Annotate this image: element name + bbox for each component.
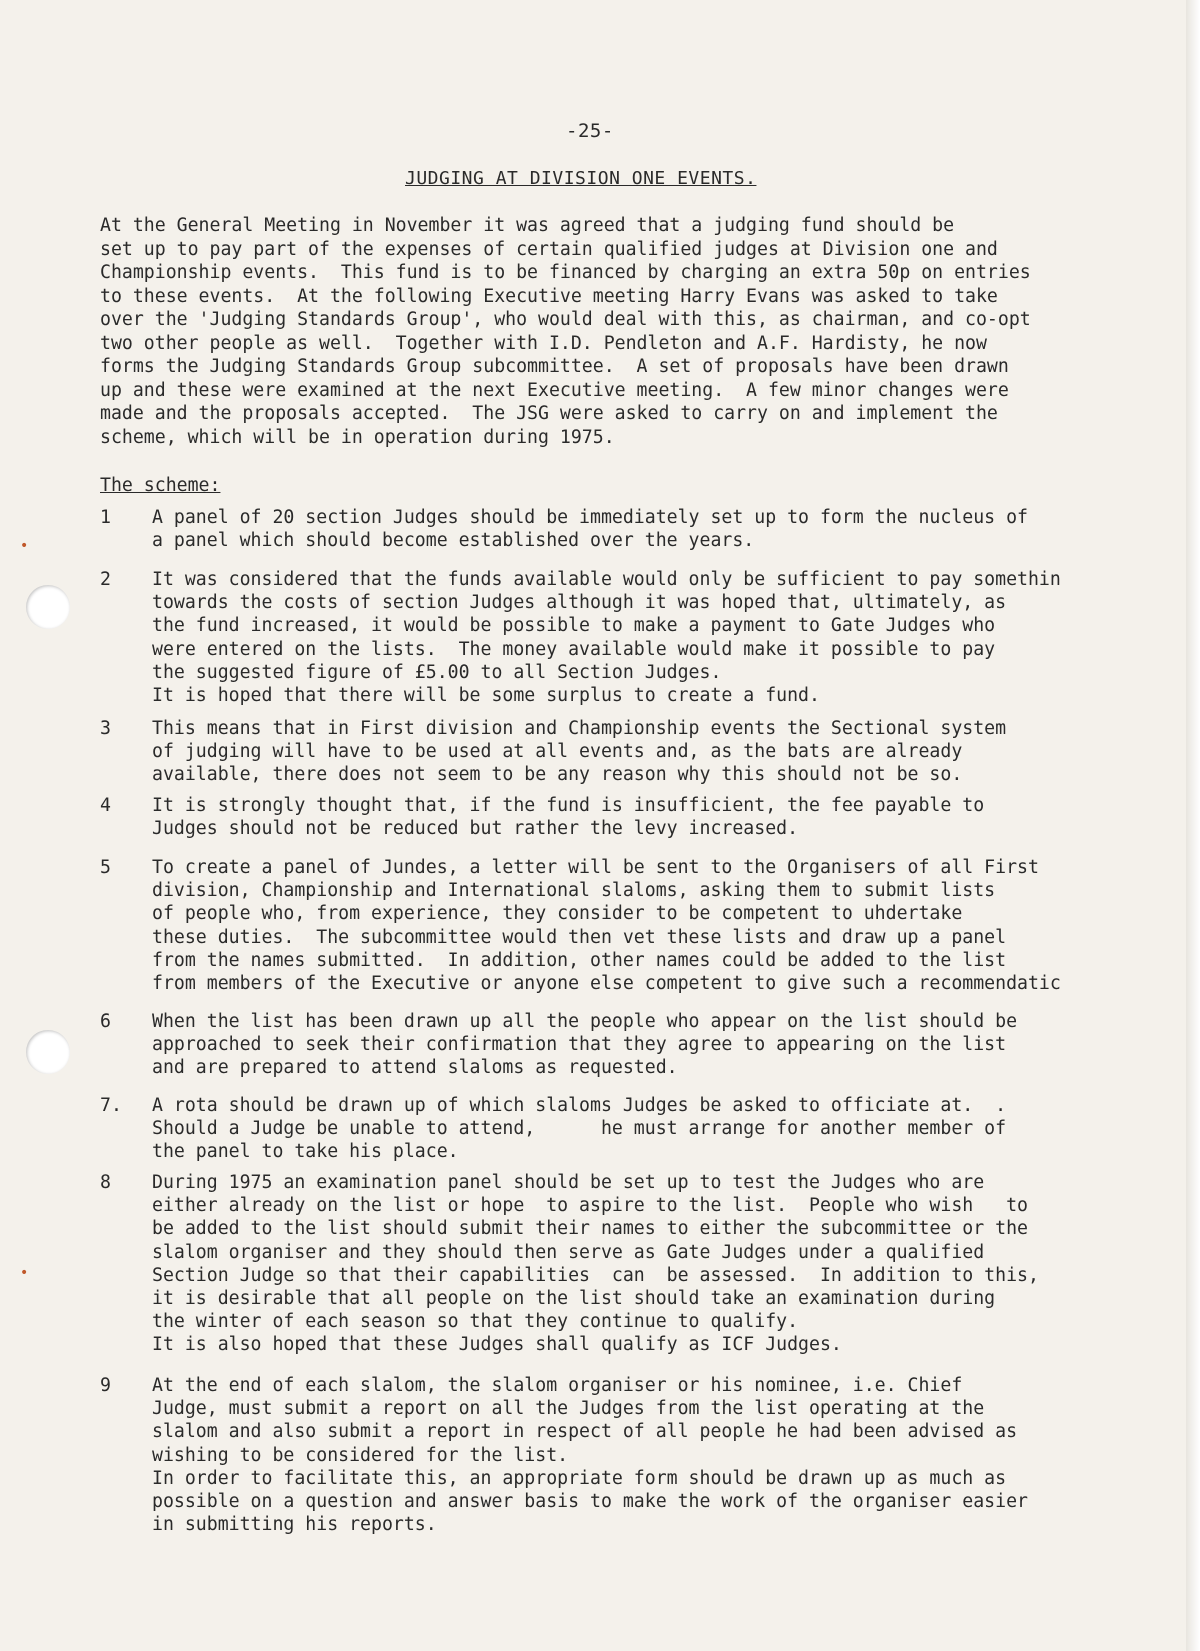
- punch-hole-bottom: [26, 1030, 70, 1074]
- item-text: It was considered that the funds available would only be sufficient to pay somethin towards the costs of section Judges although it was hoped that, ultimately, as the fund increased, it would be possible to make a payment to Gate Judges who were entered on the lists. The money available would make it possible to pay the suggested figure of £5.00 to all Section Judges. It is hoped that there will be some surplus to create a fund.: [152, 569, 1061, 707]
- item-text: At the end of each slalom, the slalom organiser or his nominee, i.e. Chief Judge, must submit a report on all the Judges from the list operating at the slalom and also submit a report in respect of all people he had been advised as wishing to be considered for the list. In order to facilitate this, an appropriate form should be drawn up as much as possible on a question and answer basis to make the work of the organiser easier in submitting his reports.: [152, 1375, 1028, 1536]
- item-text: To create a panel of Jundes, a letter will be sent to the Organisers of all First division, Championship and International slaloms, asking them to submit lists of people who, from experience, they consider to be competent to uhdertake these duties. The subcommittee would then vet these lists and draw up a panel from the names submitted. In addition, other names could be added to the list from members of the Executive or anyone else competent to give such a recommendatic: [152, 857, 1061, 995]
- margin-mark: •: [20, 1265, 29, 1281]
- item-text: During 1975 an examination panel should be set up to test the Judges who are either already on the list or hope to aspire to the list. People who wish to be added to the list should submit their names to either the subcommittee or the slalom organiser and they should then serve as Gate Judges under a qualified Section Judge so that their capabilities can be assessed. In addition to this, it is desirable that all people on the list should take an examination during the winter of each season so that they continue to qualify. It is also hoped that these Judges shall qualify as ICF Judges.: [152, 1172, 1039, 1356]
- page-number: -25-: [566, 120, 614, 142]
- item-number: 2: [100, 569, 111, 590]
- item-number: 1: [100, 507, 111, 528]
- item-number: 5: [100, 857, 111, 878]
- punch-hole-top: [26, 585, 70, 629]
- item-number: 6: [100, 1011, 111, 1032]
- item-text: This means that in First division and Championship events the Sectional system of judging will have to be used at all events and, as the bats are already available, there does not seem to be any reason why this should not be so.: [152, 718, 1007, 786]
- page-title: JUDGING AT DIVISION ONE EVENTS.: [405, 168, 757, 189]
- item-number: 9: [100, 1375, 111, 1396]
- item-text: It is strongly thought that, if the fund is insufficient, the fee payable to Judges should not be reduced but rather the levy increased.: [152, 795, 985, 840]
- item-number: 3: [100, 718, 111, 739]
- margin-mark: •: [20, 538, 29, 554]
- page-edge: [1186, 0, 1200, 1651]
- item-number: 7.: [100, 1095, 122, 1116]
- section-heading: The scheme:: [100, 475, 221, 496]
- item-text: When the list has been drawn up all the people who appear on the list should be approached to seek their confirmation that they agree to appearing on the list and are prepared to attend slaloms as requested.: [152, 1011, 1018, 1079]
- item-number: 8: [100, 1172, 111, 1193]
- intro-paragraph: At the General Meeting in November it was agreed that a judging fund should be set up to pay part of the expenses of certain qualified judges at Division one and Championship events. This fund is to be financed by charging an extra 50p on entries to these events. At the following Executive meeting Harry Evans was asked to take over the 'Judging Standards Group', who would deal with this, as chairman, and co-opt two other people as well. Together with I.D. Pendleton and A.F. Hardisty, he now forms the Judging Standards Group subcommittee. A set of proposals have been drawn up and these were examined at the next Executive meeting. A few minor changes were made and the proposals accepted. The JSG were asked to carry on and implement the scheme, which will be in operation during 1975.: [100, 215, 1031, 448]
- item-number: 4: [100, 795, 111, 816]
- item-text: A panel of 20 section Judges should be immediately set up to form the nucleus of a panel which should become established over the years.: [152, 507, 1028, 552]
- item-text: A rota should be drawn up of which slaloms Judges be asked to officiate at. . Should a Judge be unable to attend, he must arrange for another member of the panel to take his place.: [152, 1095, 1007, 1163]
